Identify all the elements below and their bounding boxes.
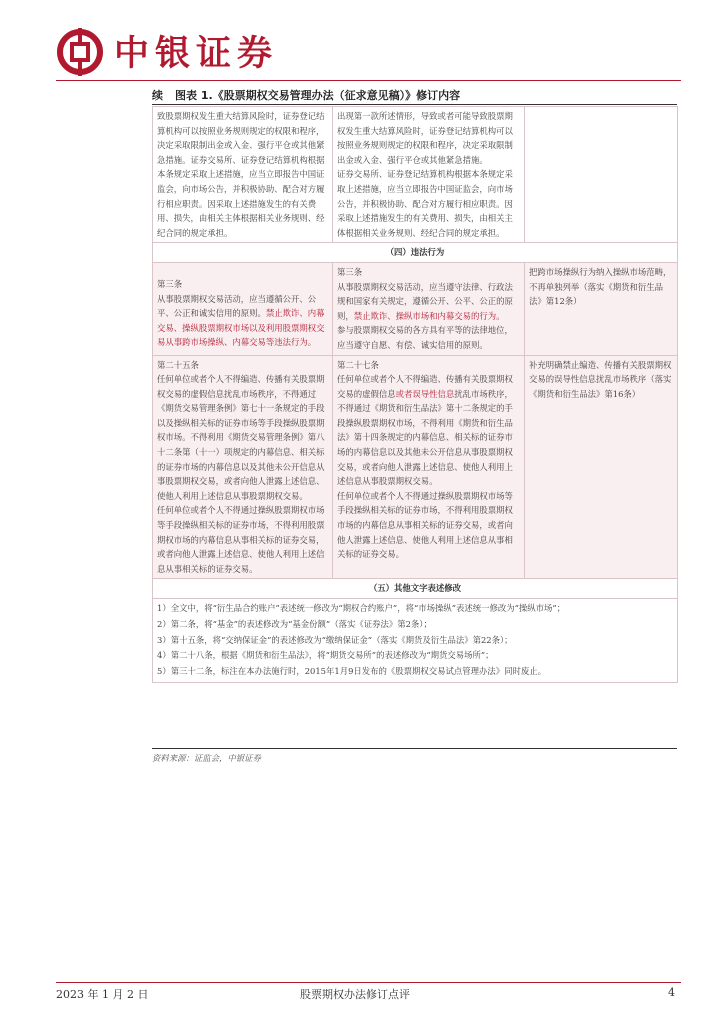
list-item: 4）第二十八条，根据《期货和衍生品法》，将“期货交易所”的表述修改为“期货交易场所”； (157, 650, 494, 661)
table-row (153, 262, 678, 355)
new-text-plain: 任何单位或者个人不得编造、传播有关股票期权交易的虚假信息 (337, 374, 513, 399)
new-text-cell (333, 262, 525, 355)
new-text: 出现第一款所述情形，导致或者可能导致股票期权发生重大结算风险时，证券登记结算机构可以按照业务规则规定的权限和程序，决定采取限制出金或入金、强行平仓或其他紧急措施。 (337, 111, 513, 165)
old-text-plain: 从事股票期权交易活动，应当遵循公开、公平、公正和诚实信用的原则。 (157, 293, 317, 319)
article-number: 第二十五条 (157, 359, 199, 370)
table-row (153, 107, 678, 243)
old-text-cell (153, 355, 333, 579)
new-text: 证券交易所、证券登记结算机构根据本条规定采取上述措施，应当立即报告中国证监会，向市场公告，并积极协助、配合对方履行相应职责。因采取上述措施发生的有关费用、损失，由相关主体根据相关业务规则、经纪合同的规定承担。 (337, 169, 513, 238)
figure-title (152, 87, 677, 103)
note-text: 把跨市场操纵行为纳入操纵市场范畴，不再单独列举（落实《期货和衍生品法》第12条） (529, 266, 672, 307)
new-text-highlight: 禁止欺诈、操纵市场和内幕交易的行为。 (353, 310, 505, 321)
title-divider (152, 104, 677, 105)
list-item: 5）第三十二条，标注在本办法施行时，2015年1月9日发布的《股票期权交易试点管理办法》同时废止。 (157, 666, 547, 677)
new-text-cell (333, 107, 525, 243)
table-row (153, 355, 678, 579)
report-header (56, 20, 668, 80)
table-row (153, 599, 678, 683)
old-text-highlight: 禁止欺诈、内幕交易、操纵股票期权市场以及利用股票期权交易从事跨市场操纵、内幕交易等违法行为。 (157, 308, 325, 348)
note-cell (525, 107, 678, 243)
section-5-title: （五）其他文字表述修改 (153, 579, 678, 599)
old-text-cell (153, 262, 333, 355)
footer-divider (56, 982, 681, 983)
report-title: 股票期权办法修订点评 (300, 988, 410, 1001)
boc-logo-icon (56, 28, 104, 76)
brand-name: 中银证券 (114, 34, 279, 74)
figure-title-text: 图表 1.《股票期权交易管理办法（征求意见稿）》修订内容 (175, 89, 461, 102)
note-cell (525, 355, 678, 579)
article-number: 第二十七条 (337, 359, 379, 370)
source-divider (152, 748, 677, 749)
new-text-plain: 扰乱市场秩序，不得通过《期货和衍生品法》第十二条规定的手段操纵股票期权市场，不得利用《期货和衍生品法》第十四条规定的内幕信息、相关标的证券市场的内幕信息以及其他未公开信息从事股票期权交易，或者向他人泄露上述信息、使他人利用上述信息从事股票期权交易。 (337, 388, 513, 487)
new-text: 参与股票期权交易的各方具有平等的法律地位，应当遵守自愿、有偿、诚实信用的原则。 (337, 325, 513, 350)
revision-table (152, 106, 678, 683)
article-number: 第三条 (337, 266, 363, 277)
other-edits-cell (153, 599, 678, 683)
old-text: 致股票期权发生重大结算风险时，证券登记结算机构可以按照业务规则规定的权限和程序，决定采取限制出金或入金、强行平仓或其他紧急措施。证券交易所、证券登记结算机构根据本条规定采取上述措施，应当立即报告中国证监会，向市场公告，并积极协助、配合对方履行相应职责。因采取上述措施发生的有关费用、损失，由相关主体根据相关业务规则、经纪合同的规定承担。 (157, 111, 325, 238)
new-text-highlight: 或者误导性信息 (395, 388, 455, 399)
list-item: 3）第十五条，将“交纳保证金”的表述修改为“缴纳保证金”（落实《期货及衍生品法》第22条）； (157, 634, 513, 645)
source-note: 资料来源：证监会，中银证券 (152, 753, 261, 763)
old-text: 任何单位或者个人不得编造、传播有关股票期权交易的虚假信息扰乱市场秩序，不得通过《期货交易管理条例》第七十一条规定的手段以及操纵相关标的证券市场等手段操纵股票期权市场。不得利用《期货交易管理条例》第八十二条第（十一）项规定的内幕信息、相关标的证券市场的内幕信息以及其他未公开信息从事股票期权交易，或者向他人泄露上述信息、使他人利用上述信息从事股票期权交易。 (157, 374, 325, 501)
new-text: 任何单位或者个人不得通过操纵股票期权市场等手段操纵相关标的证券市场，不得利用股票期权市场的内幕信息从事相关标的证券交易，或者向他人泄露上述信息、使他人利用上述信息从事相关标的证券交易。 (337, 490, 513, 560)
section-header-row (153, 579, 678, 599)
note-cell (525, 262, 678, 355)
list-item: 2）第二条，将“基金”的表述修改为“基金份额”（落实《证券法》第2条）； (157, 618, 432, 629)
section-header-row (153, 243, 678, 263)
new-text (337, 280, 520, 324)
page-number: 4 (668, 986, 675, 999)
report-date: 2023 年 1 月 2 日 (56, 988, 149, 1001)
list-item: 1）全文中，将“衍生品合约账户”表述统一修改为“期权合约账户”，将“市场操纵”表述统一修改为“操纵市场”； (157, 603, 566, 613)
new-text (337, 372, 520, 489)
article-number: 第三条 (157, 278, 183, 289)
old-text (157, 292, 328, 350)
section-4-title: （四）违法行为 (153, 243, 678, 263)
continued-label: 续 (152, 89, 163, 102)
new-text-plain: 从事股票期权交易活动，应当遵守法律、行政法规和国家有关规定，遵循公开、公平、公正的原则， (337, 281, 513, 321)
old-text-cell (153, 107, 333, 243)
new-text-cell (333, 355, 525, 579)
note-text: 补充明确禁止编造、传播有关股票期权交易的误导性信息扰乱市场秩序（落实《期货和衍生品法》第16条） (529, 359, 672, 399)
old-text: 任何单位或者个人不得通过操纵股票期权市场等手段操纵相关标的证券市场，不得利用股票期权市场的内幕信息从事相关标的证券交易，或者向他人泄露上述信息、使他人利用上述信息从事相关标的证券交易。 (157, 505, 325, 574)
header-divider (56, 80, 681, 81)
